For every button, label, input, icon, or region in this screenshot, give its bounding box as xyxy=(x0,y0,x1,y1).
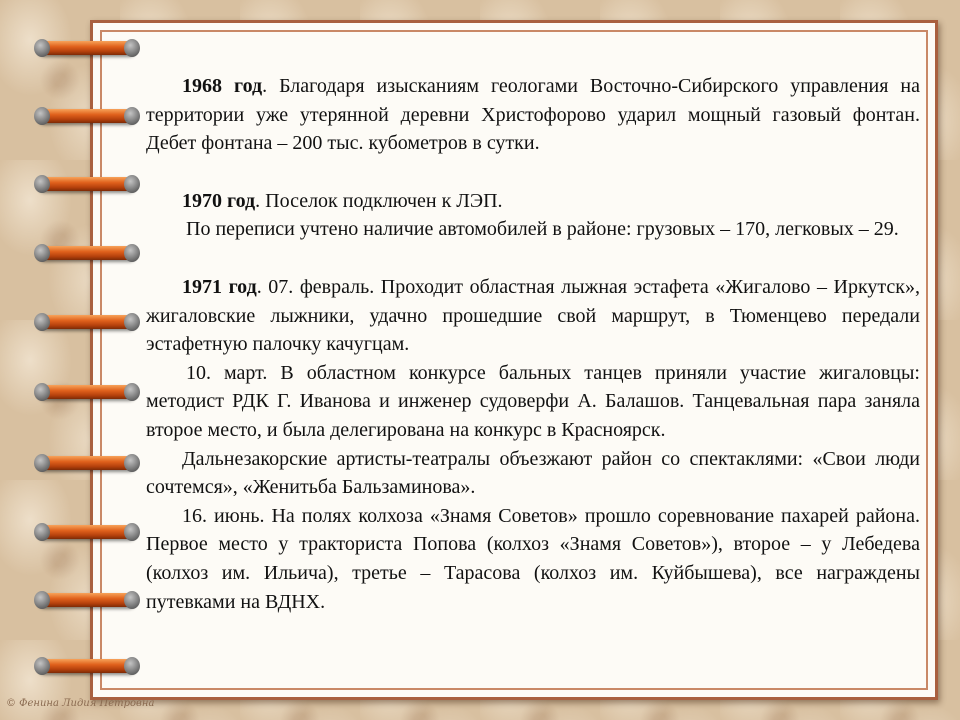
year-label: 1971 год xyxy=(182,275,257,298)
author-watermark: © Фенина Лидия Петровна xyxy=(6,698,155,709)
entry-1970 xyxy=(146,187,920,216)
page-frame xyxy=(90,20,938,700)
binder-ring-icon xyxy=(38,590,136,610)
binder-ring-icon xyxy=(38,106,136,126)
entry-ploughing xyxy=(146,502,920,616)
entry-dance-contest xyxy=(146,359,920,445)
binder-ring-icon xyxy=(38,453,136,473)
entry-text: . Благодаря изысканиям геологами Восточно-Сибирского управления на территории уже утерянной деревни Христофорово ударил мощный газовый фонтан. Дебет фонтана – 200 тыс. кубометров в сутки. xyxy=(146,75,920,155)
entry-census xyxy=(146,215,920,244)
binder-ring-icon xyxy=(38,243,136,263)
binder-ring-icon xyxy=(38,312,136,332)
binder-ring-icon xyxy=(38,656,136,676)
binder-ring-icon xyxy=(38,174,136,194)
entry-text: По переписи учтено наличие автомобилей в районе: грузовых – 170, легковых – 29. xyxy=(186,218,899,241)
year-label: 1968 год xyxy=(182,75,263,97)
entry-theatre xyxy=(146,445,920,502)
entry-text: 10. март. В областном конкурсе бальных танцев приняли участие жигаловцы: методист РДК Г. Иванова и инженер судоверфи А. Балашов. Танцевальная пара заняла второе место, и была делегирована на конкурс в Красноярск. xyxy=(146,361,920,441)
text-content xyxy=(146,72,920,616)
entry-1968 xyxy=(146,72,920,158)
binder-ring-icon xyxy=(38,382,136,402)
entry-text: . 07. февраль. Проходит областная лыжная эстафета «Жигалово – Иркутск», жигаловские лыжники, удачно прошедшие свой маршрут, в Тюменцево передали эстафетную палочку качугцам. xyxy=(146,275,920,356)
binder-ring-icon xyxy=(38,522,136,542)
year-label: 1970 год xyxy=(182,189,256,212)
entry-text: . Поселок подключен к ЛЭП. xyxy=(255,189,503,212)
entry-1971 xyxy=(146,273,920,359)
entry-text: Дальнезакорские артисты-театралы объезжают район со спектаклями: «Свои люди сочтемся», «Женитьба Бальзаминова». xyxy=(146,447,920,499)
entry-text: 16. июнь. На полях колхоза «Знамя Советов» прошло соревнование пахарей района. Первое место у тракториста Попова (колхоз «Знамя Советов»), второе – у Лебедева (колхоз им. Ильича), третье – Тарасова (колхоз им. Куйбышева), все награждены путевками на ВДНХ. xyxy=(146,504,920,613)
binder-ring-icon xyxy=(38,38,136,58)
